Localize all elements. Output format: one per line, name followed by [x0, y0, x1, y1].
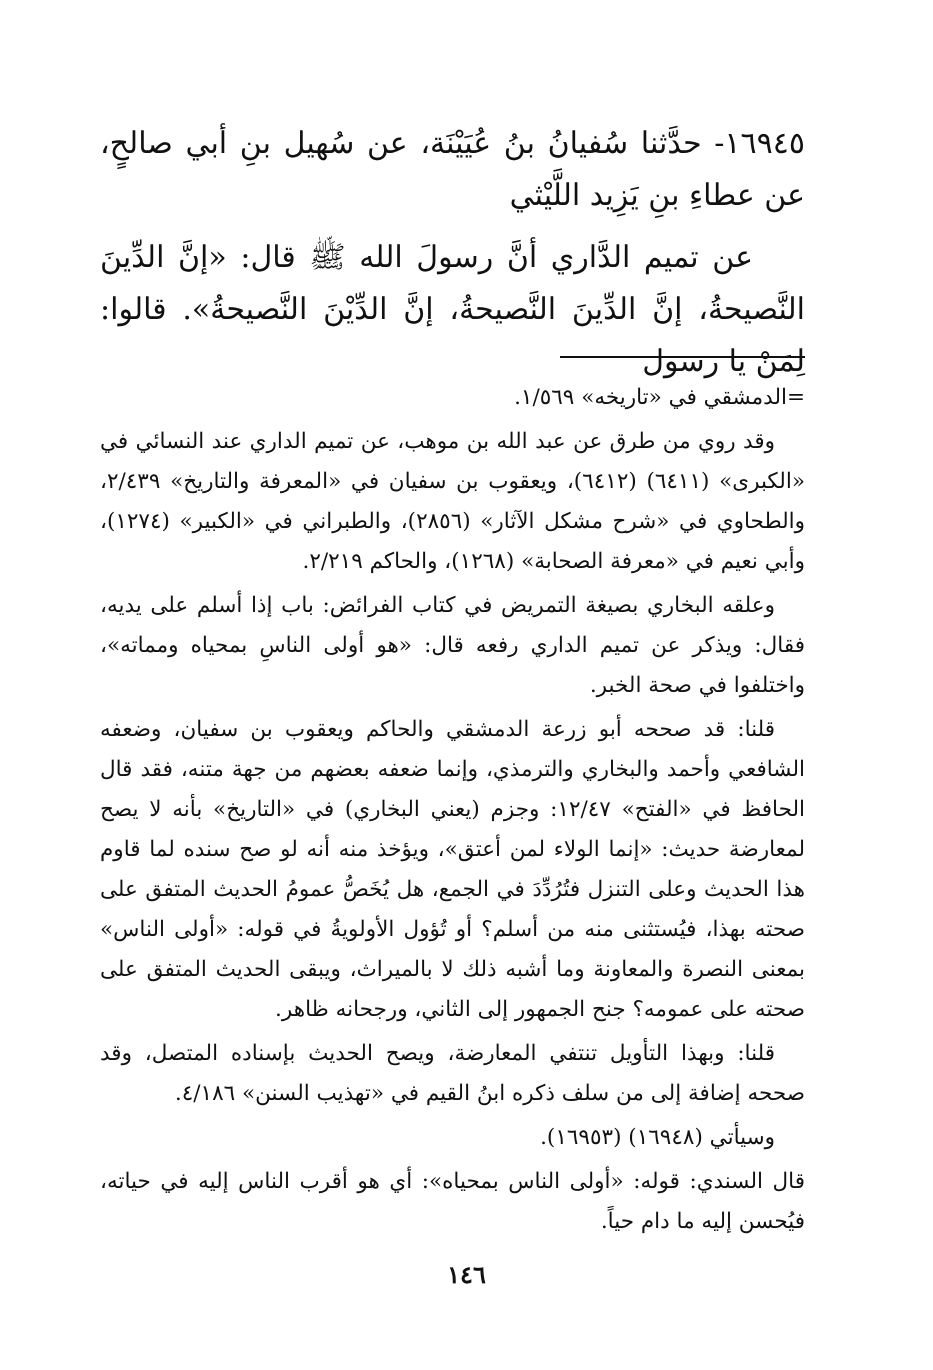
footnote-continuation: =الدمشقي في «تاريخه» ١/٥٦٩. [514, 385, 805, 410]
footnote-separator [560, 356, 805, 358]
footnote-paragraph: قال السندي: قوله: «أولى الناس بمحياه»: أي هو أقرب الناس إليه في حياته، فيُحسن إليه ما دام حياً. [100, 1169, 805, 1234]
footnote-paragraph: وقد روي من طرق عن عبد الله بن موهب، عن تميم الداري عند النسائي في «الكبرى» (٦٤١١) (٦٤١٢)، ويعقوب بن سفيان في «المعرفة والتاريخ» ٢/٤٣٩، والطحاوي في «شرح مشكل الآثار» (٢٨٥٦)، والطبراني في «الكبير» (١٢٧٤)، وأبي نعيم في «معرفة الصحابة» (١٢٦٨)، والحاكم ٢/٢١٩. [100, 429, 805, 574]
page-number: ١٤٦ [447, 1260, 486, 1289]
hadith-text [100, 118, 805, 388]
footnote-paragraph: وعلقه البخاري بصيغة التمريض في كتاب الفرائض: باب إذا أسلم على يديه، فقال: ويذكر عن تميم الداري رفعه قال: «هو أولى الناسِ بمحياه ومماته»، واختلفوا في صحة الخبر. [100, 593, 805, 698]
hadith-chain: ١٦٩٤٥- حدَّثنا سُفيانُ بنُ عُيَيْنَة، عن سُهيل بنِ أبي صالحٍ، عن عطاءِ بنِ يَزِيد اللَّيْثي [100, 126, 805, 213]
hadith-matn: عن تميم الدَّاري أنَّ رسولَ الله ﷺ قال: «إنَّ الدِّينَ النَّصيحةُ، إنَّ الدِّينَ النَّصيحةُ، إنَّ الدِّيْنَ النَّصيحةُ». قالوا: لِمَنْ يا رسول [100, 240, 805, 379]
footnotes [100, 378, 805, 1246]
footnote-paragraph: قلنا: وبهذا التأويل تنتفي المعارضة، ويصح الحديث بإسناده المتصل، وقد صححه إضافة إلى من سلف ذكره ابنُ القيم في «تهذيب السنن» ٤/١٨٦. [100, 1041, 805, 1106]
footnote-paragraph: قلنا: قد صححه أبو زرعة الدمشقي والحاكم ويعقوب بن سفيان، وضعفه الشافعي وأحمد والبخاري والترمذي، وإنما ضعفه بعضهم من جهة متنه، فقد قال الحافظ في «الفتح» ١٢/٤٧: وجزم (يعني البخاري) في «التاريخ» بأنه لا يصح لمعارضة حديث: «إنما الولاء لمن أعتق»، ويؤخذ منه أنه لو صح سنده لما قاوم هذا الحديث وعلى التنزل فتُرُدِّدَ في الجمع، هل يُخَصُّ عمومُ الحديث المتفق على صحته بهذا، فيُستثنى منه من أسلم؟ أو تُؤول الأولويةُ في قوله: «أولى الناس» بمعنى النصرة والمعاونة وما أشبه ذلك لا بالميراث، ويبقى الحديث المتفق على صحته على عمومه؟ جنح الجمهور إلى الثاني، ورجحانه ظاهر. [100, 717, 805, 1022]
footnote-paragraph: وسيأتي (١٦٩٤٨) (١٦٩٥٣). [540, 1125, 775, 1150]
